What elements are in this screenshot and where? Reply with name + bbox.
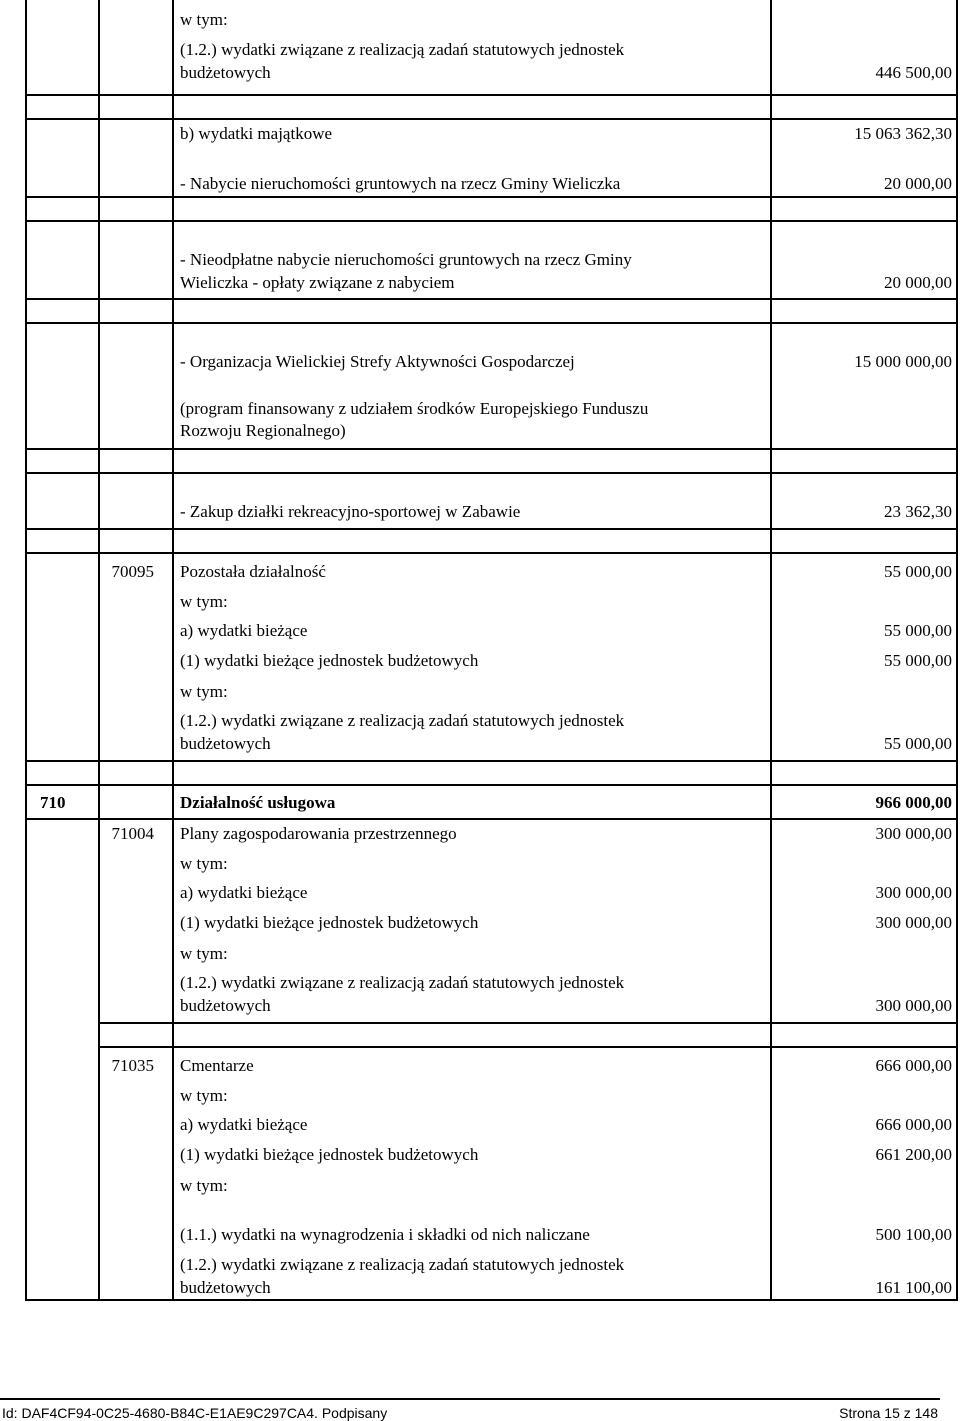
row-description: w tym: bbox=[180, 1176, 228, 1195]
row-separator bbox=[25, 760, 958, 762]
row-amount: 20 000,00 bbox=[884, 273, 952, 292]
row-description: (1) wydatki bieżące jednostek budżetowych bbox=[180, 651, 479, 670]
row-description: Rozwoju Regionalnego) bbox=[180, 421, 346, 440]
row-separator bbox=[25, 552, 958, 554]
footer-rule bbox=[0, 1398, 940, 1400]
row-description: Cmentarze bbox=[180, 1056, 254, 1075]
row-description: budżetowych bbox=[180, 996, 271, 1015]
row-separator bbox=[98, 1022, 958, 1024]
row-description: (1) wydatki bieżące jednostek budżetowych bbox=[180, 913, 479, 932]
row-separator bbox=[25, 472, 958, 474]
table-bottom-border bbox=[25, 1299, 958, 1301]
row-amount: 15 000 000,00 bbox=[854, 352, 952, 371]
row-amount: 300 000,00 bbox=[875, 883, 952, 902]
row-description: (1.2.) wydatki związane z realizacją zadań statutowych jednostek bbox=[180, 40, 625, 59]
row-amount: 15 063 362,30 bbox=[854, 124, 952, 143]
row-description: (1.2.) wydatki związane z realizacją zadań statutowych jednostek bbox=[180, 973, 625, 992]
row-amount: 55 000,00 bbox=[884, 562, 952, 581]
row-description: a) wydatki bieżące bbox=[180, 1115, 308, 1134]
row-description: Plany zagospodarowania przestrzennego bbox=[180, 824, 457, 843]
row-description: - Organizacja Wielickiej Strefy Aktywności Gospodarczej bbox=[180, 352, 575, 371]
row-description: w tym: bbox=[180, 854, 228, 873]
row-description: b) wydatki majątkowe bbox=[180, 124, 333, 143]
rozdzial-code: 71004 bbox=[111, 824, 154, 843]
row-description: w tym: bbox=[180, 592, 228, 611]
row-description: budżetowych bbox=[180, 734, 271, 753]
row-amount: 666 000,00 bbox=[875, 1115, 952, 1134]
row-separator bbox=[25, 220, 958, 222]
row-separator bbox=[25, 298, 958, 300]
row-amount: 666 000,00 bbox=[875, 1056, 952, 1075]
row-description: (program finansowany z udziałem środków Europejskiego Funduszu bbox=[180, 399, 649, 418]
row-amount: 661 200,00 bbox=[875, 1145, 952, 1164]
row-separator bbox=[25, 322, 958, 324]
row-description: w tym: bbox=[180, 1086, 228, 1105]
row-amount: 300 000,00 bbox=[875, 996, 952, 1015]
row-description: - Nieodpłatne nabycie nieruchomości gruntowych na rzecz Gminy bbox=[180, 250, 632, 269]
row-amount: 23 362,30 bbox=[884, 502, 952, 521]
row-description: budżetowych bbox=[180, 63, 271, 82]
dzial-code: 710 bbox=[40, 793, 66, 812]
row-description: - Zakup działki rekreacyjno-sportowej w Zabawie bbox=[180, 502, 521, 521]
rozdzial-code: 70095 bbox=[111, 562, 154, 581]
row-amount: 300 000,00 bbox=[875, 913, 952, 932]
row-description: a) wydatki bieżące bbox=[180, 621, 308, 640]
section-total: 966 000,00 bbox=[875, 793, 952, 812]
row-separator bbox=[25, 528, 958, 530]
section-title: Działalność usługowa bbox=[180, 793, 336, 812]
row-amount: 446 500,00 bbox=[875, 63, 952, 82]
row-amount: 500 100,00 bbox=[875, 1225, 952, 1244]
page-number: Strona 15 z 148 bbox=[839, 1405, 938, 1421]
row-description: - Nabycie nieruchomości gruntowych na rzecz Gminy Wieliczka bbox=[180, 174, 621, 193]
row-description: w tym: bbox=[180, 944, 228, 963]
row-amount: 161 100,00 bbox=[875, 1278, 952, 1297]
row-description: (1) wydatki bieżące jednostek budżetowych bbox=[180, 1145, 479, 1164]
section-separator bbox=[25, 818, 958, 820]
row-amount: 300 000,00 bbox=[875, 824, 952, 843]
row-description: budżetowych bbox=[180, 1278, 271, 1297]
row-description: Pozostała działalność bbox=[180, 562, 326, 581]
row-amount: 55 000,00 bbox=[884, 734, 952, 753]
row-description: Wieliczka - opłaty związane z nabyciem bbox=[180, 273, 455, 292]
document-footer bbox=[0, 1398, 960, 1421]
row-amount: 20 000,00 bbox=[884, 174, 952, 193]
row-separator bbox=[25, 196, 958, 198]
row-description: (1.2.) wydatki związane z realizacją zadań statutowych jednostek bbox=[180, 711, 625, 730]
row-description: a) wydatki bieżące bbox=[180, 883, 308, 902]
row-separator bbox=[98, 1046, 958, 1048]
row-separator bbox=[25, 448, 958, 450]
row-description: (1.2.) wydatki związane z realizacją zadań statutowych jednostek bbox=[180, 1255, 625, 1274]
row-amount: 55 000,00 bbox=[884, 621, 952, 640]
rozdzial-code: 71035 bbox=[111, 1056, 154, 1075]
row-description: w tym: bbox=[180, 10, 228, 29]
row-separator bbox=[25, 94, 958, 96]
document-id-text: Id: DAF4CF94-0C25-4680-B84C-E1AE9C297CA4. Podpisany bbox=[2, 1405, 388, 1421]
row-description: w tym: bbox=[180, 682, 228, 701]
row-separator bbox=[25, 784, 958, 786]
row-amount: 55 000,00 bbox=[884, 651, 952, 670]
row-separator bbox=[25, 118, 958, 120]
row-description: (1.1.) wydatki na wynagrodzenia i składki od nich naliczane bbox=[180, 1225, 590, 1244]
